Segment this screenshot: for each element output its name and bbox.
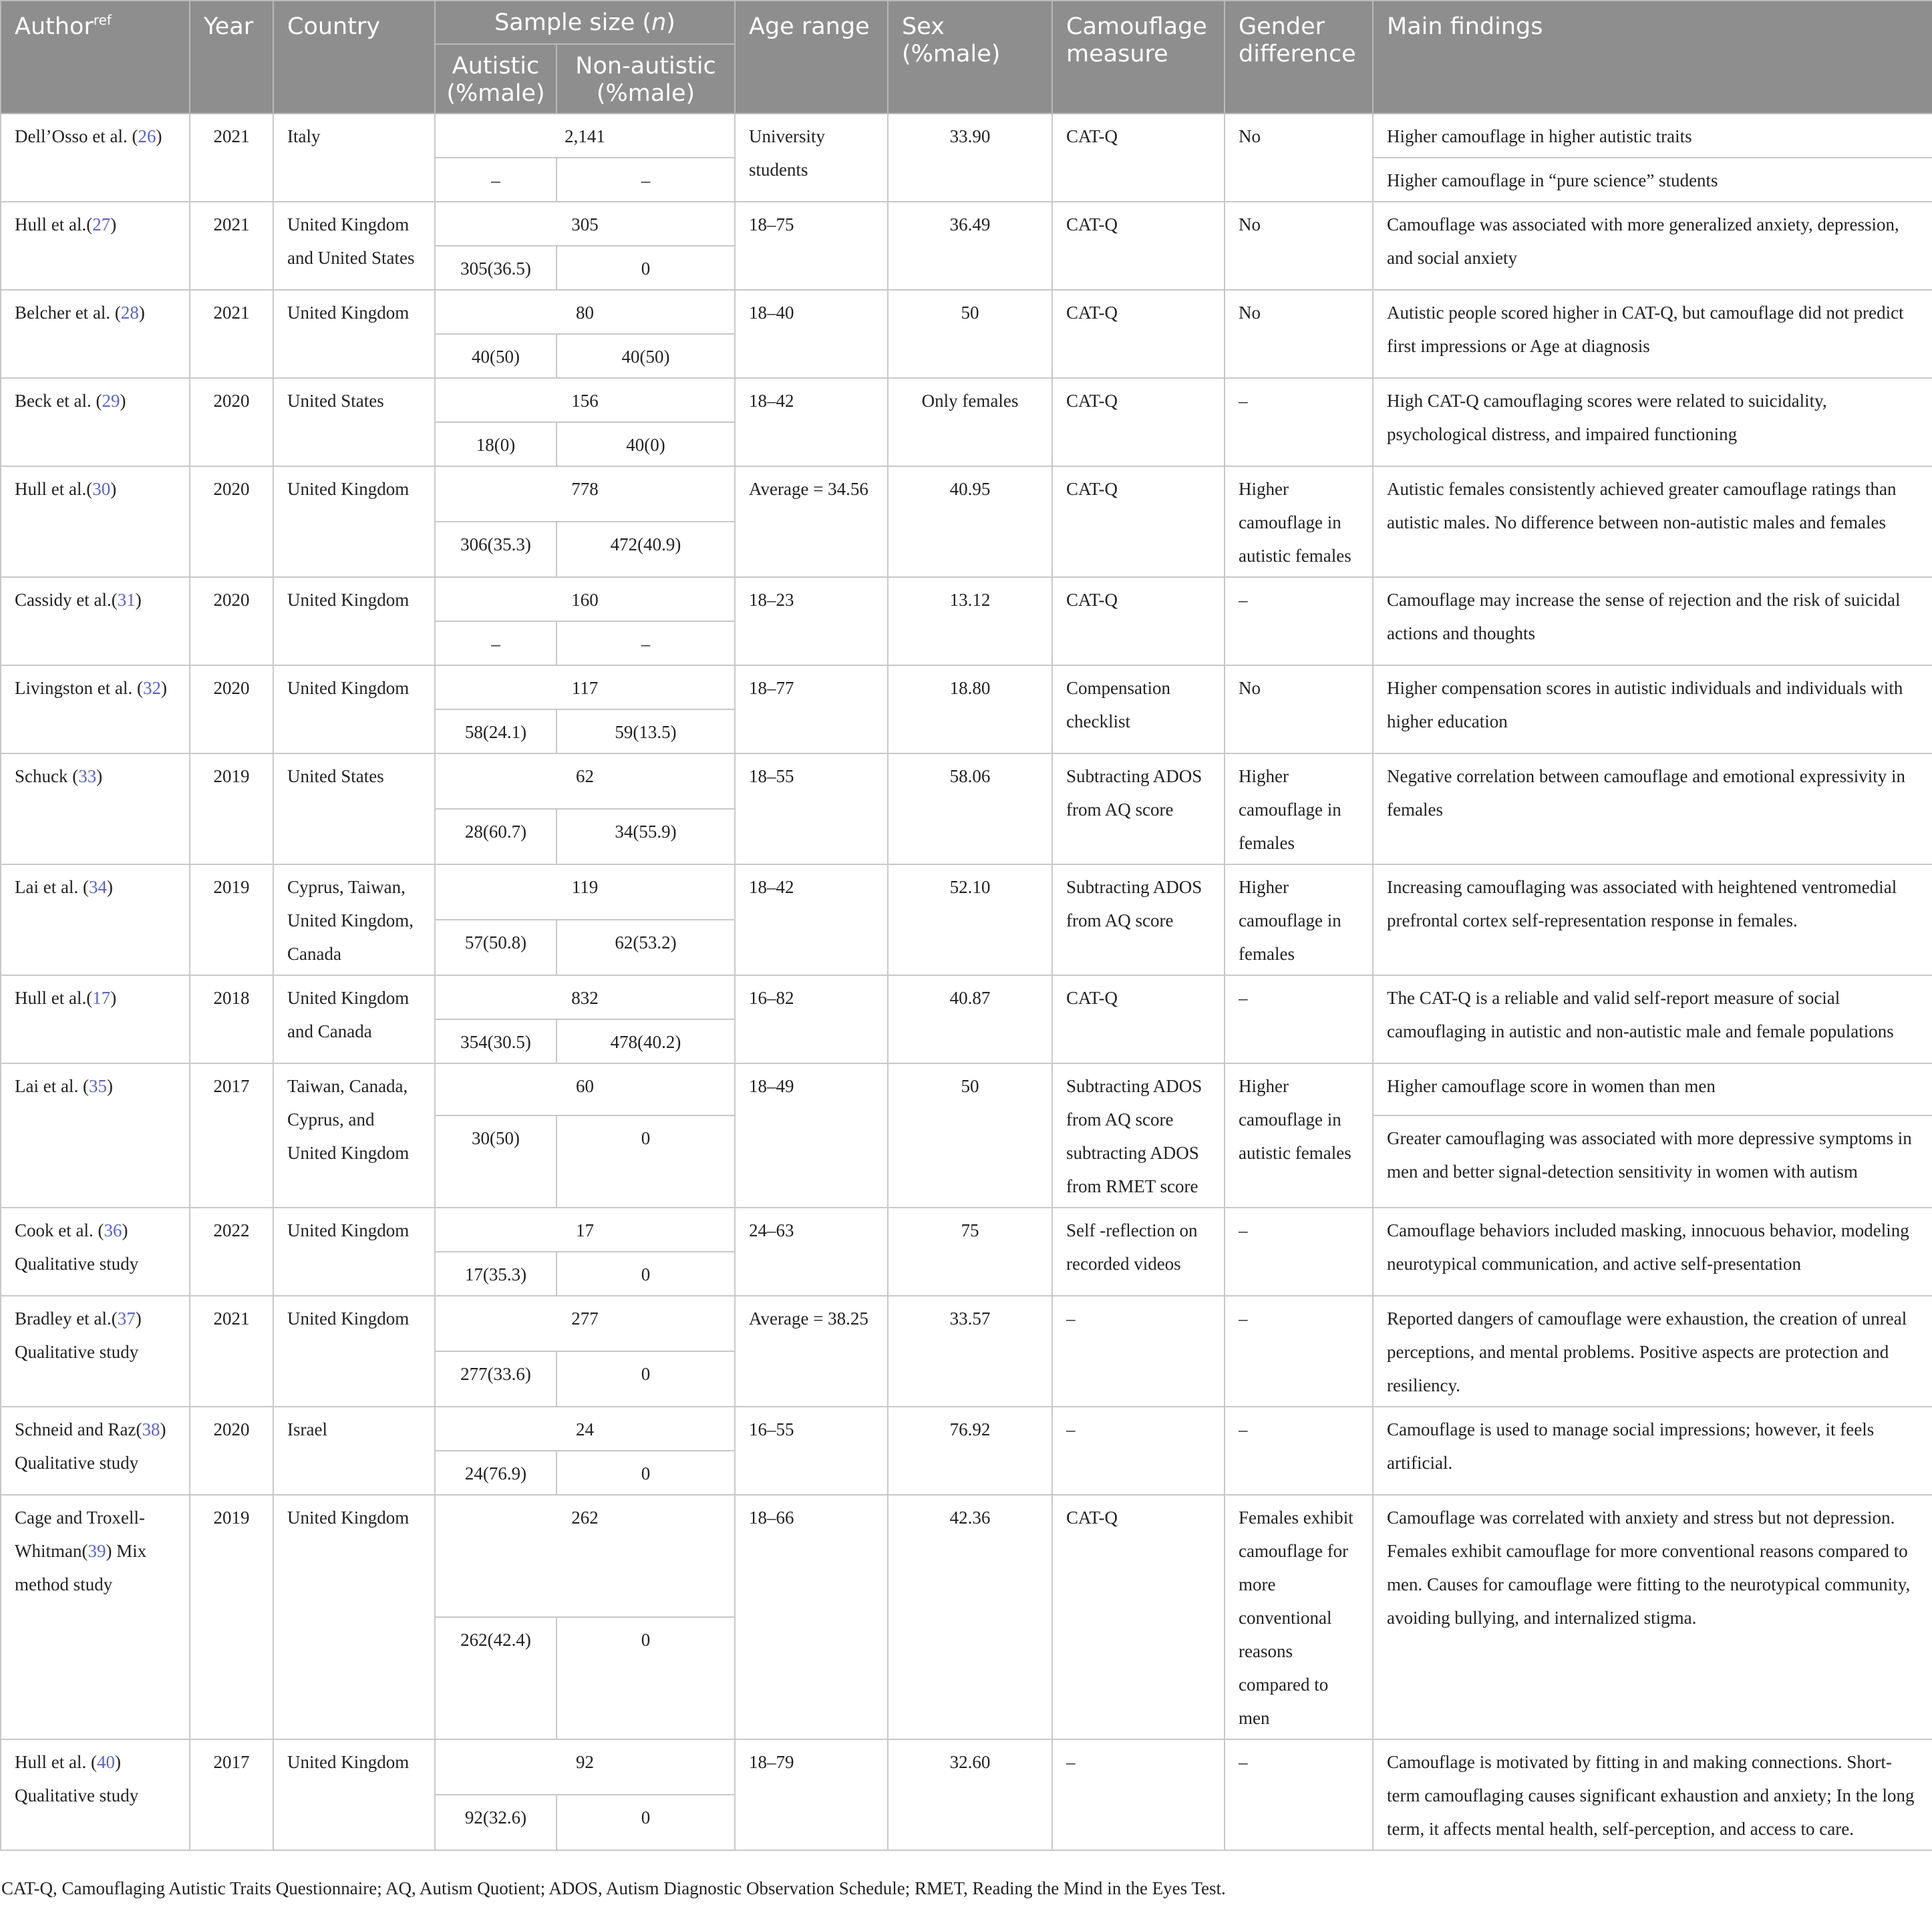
author-tail: ) <box>110 479 117 499</box>
country-cell: United Kingdom <box>273 1208 435 1296</box>
camouflage-measure-cell: CAT-Q <box>1052 114 1225 202</box>
sample-total-cell: 17 <box>435 1208 735 1252</box>
sample-total-cell: 92 <box>435 1739 735 1795</box>
sex-cell: 75 <box>888 1208 1052 1296</box>
country-cell: United Kingdom <box>273 290 435 378</box>
reference-link[interactable]: 17 <box>92 988 111 1008</box>
sex-cell: 36.49 <box>888 202 1052 290</box>
author-cell <box>1 577 190 665</box>
reference-link[interactable]: 38 <box>142 1419 160 1439</box>
table-row <box>1 290 1932 334</box>
author-name: Cook et al. ( <box>15 1220 104 1240</box>
author-name: Hull et al.( <box>15 988 93 1008</box>
table-row <box>1 114 1932 158</box>
author-name: Hull et al.( <box>15 479 93 499</box>
sample-non-autistic-cell: 478(40.2) <box>556 1019 735 1063</box>
gender-difference-cell: Higher camouflage in autistic females <box>1225 1063 1373 1208</box>
camouflage-measure-cell: CAT-Q <box>1052 975 1225 1063</box>
year-cell: 2021 <box>190 202 273 290</box>
sample-autistic-cell: 18(0) <box>435 422 556 466</box>
sample-total-cell: 2,141 <box>435 114 735 158</box>
age-range-cell: University students <box>735 114 888 202</box>
gender-difference-cell: No <box>1225 202 1373 290</box>
main-findings-cell: Camouflage is used to manage social impressions; however, it feels artificial. <box>1373 1407 1932 1495</box>
age-range-cell: 18–42 <box>735 378 888 466</box>
table-footnote: CAT-Q, Camouflaging Autistic Traits Questionnaire; AQ, Autism Quotient; ADOS, Autism Diagnostic Observation Schedule; RMET, Reading the Mind in the Eyes Test. <box>1 1878 1226 1898</box>
age-range-cell: 18–42 <box>735 864 888 975</box>
year-cell: 2019 <box>190 753 273 864</box>
year-cell: 2017 <box>190 1063 273 1208</box>
table-row <box>1 1495 1932 1617</box>
age-range-cell: 18–75 <box>735 202 888 290</box>
sample-total-cell: 832 <box>435 975 735 1019</box>
gender-difference-cell: – <box>1225 1296 1373 1407</box>
age-range-cell: 18–40 <box>735 290 888 378</box>
author-name: Lai et al. ( <box>15 877 89 897</box>
camouflage-measure-cell: Compensation checklist <box>1052 665 1225 753</box>
age-range-cell: 18–66 <box>735 1495 888 1739</box>
table-row <box>1 466 1932 522</box>
sample-non-autistic-cell: 0 <box>556 1451 735 1495</box>
author-cell <box>1 202 190 290</box>
table-header <box>1 1 1932 114</box>
author-cell <box>1 1296 190 1407</box>
year-cell: 2019 <box>190 1495 273 1739</box>
table-body <box>1 114 1932 1850</box>
reference-link[interactable]: 37 <box>117 1309 136 1329</box>
table-row <box>1 1296 1932 1351</box>
age-range-cell: 18–79 <box>735 1739 888 1850</box>
sex-cell: 40.87 <box>888 975 1052 1063</box>
main-findings-cell: Reported dangers of camouflage were exhaustion, the creation of unreal perceptions, and mental problems. Positive aspects are protection and resiliency. <box>1373 1296 1932 1407</box>
sample-total-cell: 80 <box>435 290 735 334</box>
camouflage-measure-cell: – <box>1052 1739 1225 1850</box>
author-cell <box>1 864 190 975</box>
main-findings-cell: Autistic females consistently achieved greater camouflage ratings than autistic males. No difference between non-autistic males and females <box>1373 466 1932 577</box>
sex-cell: 52.10 <box>888 864 1052 975</box>
author-tail: ) Qualitative study <box>15 1419 166 1473</box>
sex-cell: 40.95 <box>888 466 1052 577</box>
age-range-cell: 18–77 <box>735 665 888 753</box>
main-findings-cell: Higher camouflage score in women than men <box>1373 1063 1932 1115</box>
author-name: Bradley et al.( <box>15 1309 118 1329</box>
author-cell <box>1 466 190 577</box>
year-cell: 2021 <box>190 1296 273 1407</box>
country-cell: United Kingdom and United States <box>273 202 435 290</box>
sample-total-cell: 262 <box>435 1495 735 1617</box>
author-cell <box>1 665 190 753</box>
header-age-range: Age range <box>735 1 888 114</box>
author-cell <box>1 1208 190 1296</box>
reference-link[interactable]: 29 <box>102 391 120 411</box>
author-tail: ) <box>138 303 145 323</box>
country-cell: United Kingdom <box>273 1495 435 1739</box>
year-cell: 2019 <box>190 864 273 975</box>
gender-difference-cell: – <box>1225 1208 1373 1296</box>
gender-difference-cell: – <box>1225 1407 1373 1495</box>
gender-difference-cell: – <box>1225 378 1373 466</box>
reference-link[interactable]: 31 <box>117 590 136 610</box>
gender-difference-cell: Females exhibit camouflage for more conventional reasons compared to men <box>1225 1495 1373 1739</box>
country-cell: United Kingdom <box>273 1739 435 1850</box>
author-name: Cassidy et al.( <box>15 590 118 610</box>
main-findings-cell: Higher compensation scores in autistic individuals and individuals with higher education <box>1373 665 1932 753</box>
age-range-cell: 16–55 <box>735 1407 888 1495</box>
main-findings-cell: Camouflage behaviors included masking, innocuous behavior, modeling neurotypical communication, and active self-presentation <box>1373 1208 1932 1296</box>
sample-total-cell: 119 <box>435 864 735 920</box>
reference-link[interactable]: 26 <box>138 126 156 146</box>
main-findings-cell: Higher camouflage in higher autistic traits <box>1373 114 1932 158</box>
camouflage-measure-cell: CAT-Q <box>1052 202 1225 290</box>
author-tail: ) Mix method study <box>15 1541 147 1594</box>
sample-total-cell: 778 <box>435 466 735 522</box>
country-cell: United Kingdom and Canada <box>273 975 435 1063</box>
year-cell: 2017 <box>190 1739 273 1850</box>
sample-non-autistic-cell: 0 <box>556 1617 735 1739</box>
sample-total-cell: 160 <box>435 577 735 621</box>
country-cell: United Kingdom <box>273 466 435 577</box>
sex-cell: 18.80 <box>888 665 1052 753</box>
author-name: Cage and Troxell-Whitman( <box>15 1508 145 1561</box>
author-tail: ) Qualitative study <box>15 1752 139 1805</box>
sample-non-autistic-cell: – <box>556 158 735 202</box>
camouflage-measure-cell: Subtracting ADOS from AQ score <box>1052 753 1225 864</box>
sample-autistic-cell: 354(30.5) <box>435 1019 556 1063</box>
age-range-cell: 16–82 <box>735 975 888 1063</box>
main-findings-cell: Negative correlation between camouflage and emotional expressivity in females <box>1373 753 1932 864</box>
camouflage-measure-cell: Subtracting ADOS from AQ score subtracting ADOS from RMET score <box>1052 1063 1225 1208</box>
table-row <box>1 1739 1932 1795</box>
author-cell <box>1 378 190 466</box>
sample-non-autistic-cell: 40(0) <box>556 422 735 466</box>
main-findings-cell: Greater camouflaging was associated with more depressive symptoms in men and better signal-detection sensitivity in women with autism <box>1373 1115 1932 1208</box>
author-name: Schneid and Raz( <box>15 1419 142 1439</box>
sample-autistic-cell: 57(50.8) <box>435 920 556 975</box>
table-row <box>1 665 1932 709</box>
age-range-cell: 18–55 <box>735 753 888 864</box>
sample-total-cell: 62 <box>435 753 735 809</box>
main-findings-cell: Camouflage may increase the sense of rejection and the risk of suicidal actions and thoughts <box>1373 577 1932 665</box>
sample-total-cell: 277 <box>435 1296 735 1351</box>
header-year: Year <box>190 1 273 114</box>
gender-difference-cell: Higher camouflage in autistic females <box>1225 466 1373 577</box>
age-range-cell: 18–23 <box>735 577 888 665</box>
sex-cell: 32.60 <box>888 1739 1052 1850</box>
author-cell <box>1 1063 190 1208</box>
reference-link[interactable]: 32 <box>142 678 161 698</box>
sex-cell: Only females <box>888 378 1052 466</box>
sex-cell: 50 <box>888 1063 1052 1208</box>
sample-non-autistic-cell: 59(13.5) <box>556 709 735 753</box>
sex-cell: 33.90 <box>888 114 1052 202</box>
author-tail: ) <box>120 391 126 411</box>
author-name: Beck et al. ( <box>15 391 102 411</box>
author-name: Hull et al.( <box>15 214 93 234</box>
sex-cell: 42.36 <box>888 1495 1052 1739</box>
main-findings-cell: Camouflage was associated with more generalized anxiety, depression, and social anxiety <box>1373 202 1932 290</box>
author-tail: ) <box>106 877 113 897</box>
country-cell: Taiwan, Canada, Cyprus, and United Kingdom <box>273 1063 435 1208</box>
country-cell: Italy <box>273 114 435 202</box>
country-cell: Israel <box>273 1407 435 1495</box>
author-name: Dell’Osso et al. ( <box>15 126 138 146</box>
author-cell <box>1 290 190 378</box>
country-cell: United States <box>273 753 435 864</box>
main-findings-cell: Camouflage was correlated with anxiety and stress but not depression. Females exhibit camouflage for more conventional reasons compared to men. Causes for camouflage were fitting to the neurotypical community, avoiding bullying, and internalized stigma. <box>1373 1495 1932 1739</box>
reference-link[interactable]: 39 <box>88 1541 106 1561</box>
author-name: Livingston et al. ( <box>15 678 143 698</box>
sample-total-cell: 156 <box>435 378 735 422</box>
header-country: Country <box>273 1 435 114</box>
country-cell: United Kingdom <box>273 577 435 665</box>
country-cell: United Kingdom <box>273 1296 435 1407</box>
author-tail: ) <box>110 988 117 1008</box>
sample-total-cell: 305 <box>435 202 735 246</box>
sample-non-autistic-cell: 0 <box>556 1115 735 1208</box>
author-cell <box>1 1495 190 1739</box>
sample-autistic-cell: 306(35.3) <box>435 522 556 577</box>
country-cell: United States <box>273 378 435 466</box>
main-findings-cell: The CAT-Q is a reliable and valid self-report measure of social camouflaging in autistic and non-autistic male and female populations <box>1373 975 1932 1063</box>
year-cell: 2020 <box>190 577 273 665</box>
author-tail: ) <box>135 590 142 610</box>
gender-difference-cell: No <box>1225 290 1373 378</box>
header-camouflage-measure: Camouflage measure <box>1052 1 1225 114</box>
sample-non-autistic-cell: 34(55.9) <box>556 809 735 864</box>
reference-link[interactable]: 35 <box>88 1076 107 1096</box>
country-cell: United Kingdom <box>273 665 435 753</box>
main-findings-cell: Camouflage is motivated by fitting in and making connections. Short-term camouflaging causes significant exhaustion and anxiety; In the long term, it affects mental health, self-perception, and access to care. <box>1373 1739 1932 1850</box>
gender-difference-cell: – <box>1225 975 1373 1063</box>
sample-non-autistic-cell: 40(50) <box>556 334 735 378</box>
sample-autistic-cell: 305(36.5) <box>435 246 556 290</box>
camouflage-measure-cell: CAT-Q <box>1052 466 1225 577</box>
header-gender-difference: Gender difference <box>1225 1 1373 114</box>
header-sample-size: Sample size (n) <box>435 1 735 44</box>
year-cell: 2021 <box>190 290 273 378</box>
table-row <box>1 975 1932 1019</box>
camouflage-measure-cell: – <box>1052 1407 1225 1495</box>
reference-link[interactable]: 30 <box>92 479 111 499</box>
sex-cell: 13.12 <box>888 577 1052 665</box>
camouflage-measure-cell: CAT-Q <box>1052 378 1225 466</box>
age-range-cell: Average = 34.56 <box>735 466 888 577</box>
table-row <box>1 1208 1932 1252</box>
author-cell <box>1 114 190 202</box>
table-row <box>1 577 1932 621</box>
gender-difference-cell: – <box>1225 1739 1373 1850</box>
sample-non-autistic-cell: 0 <box>556 1795 735 1850</box>
sample-non-autistic-cell: 472(40.9) <box>556 522 735 577</box>
reference-link[interactable]: 40 <box>96 1752 115 1772</box>
age-range-cell: 18–49 <box>735 1063 888 1208</box>
reference-link[interactable]: 34 <box>88 877 107 897</box>
camouflage-measure-cell: Self -reflection on recorded videos <box>1052 1208 1225 1296</box>
main-findings-cell: Higher camouflage in “pure science” students <box>1373 158 1932 202</box>
sex-cell: 33.57 <box>888 1296 1052 1407</box>
sex-cell: 58.06 <box>888 753 1052 864</box>
sex-cell: 76.92 <box>888 1407 1052 1495</box>
author-tail: ) Qualitative study <box>15 1220 139 1274</box>
gender-difference-cell: No <box>1225 114 1373 202</box>
camouflage-measure-cell: CAT-Q <box>1052 290 1225 378</box>
sample-autistic-cell: 17(35.3) <box>435 1252 556 1296</box>
reference-link[interactable]: 33 <box>78 766 97 786</box>
author-tail: ) <box>156 126 162 146</box>
table-row <box>1 753 1932 809</box>
sex-cell: 50 <box>888 290 1052 378</box>
table-row <box>1 378 1932 422</box>
sample-autistic-cell: 277(33.6) <box>435 1351 556 1407</box>
sample-total-cell: 117 <box>435 665 735 709</box>
author-tail: ) <box>160 678 167 698</box>
header-main-findings: Main findings <box>1373 1 1932 114</box>
sample-non-autistic-cell: 0 <box>556 1252 735 1296</box>
sample-autistic-cell: 262(42.4) <box>435 1617 556 1739</box>
sample-total-cell: 24 <box>435 1407 735 1451</box>
year-cell: 2020 <box>190 1407 273 1495</box>
sample-autistic-cell: – <box>435 621 556 665</box>
camouflage-measure-cell: – <box>1052 1296 1225 1407</box>
year-cell: 2018 <box>190 975 273 1063</box>
header-non-autistic: Non-autistic (%male) <box>556 44 735 114</box>
country-cell: Cyprus, Taiwan, United Kingdom, Canada <box>273 864 435 975</box>
year-cell: 2021 <box>190 114 273 202</box>
author-cell <box>1 1407 190 1495</box>
header-sex: Sex (%male) <box>888 1 1052 114</box>
sample-non-autistic-cell: – <box>556 621 735 665</box>
author-cell <box>1 975 190 1063</box>
reference-link[interactable]: 28 <box>120 303 139 323</box>
sample-autistic-cell: 30(50) <box>435 1115 556 1208</box>
sample-autistic-cell: 24(76.9) <box>435 1451 556 1495</box>
reference-link[interactable]: 36 <box>104 1220 122 1240</box>
year-cell: 2020 <box>190 466 273 577</box>
header-author: Author$^{ref}$ <box>1 1 190 114</box>
sample-autistic-cell: – <box>435 158 556 202</box>
camouflage-measure-cell: Subtracting ADOS from AQ score <box>1052 864 1225 975</box>
reference-link[interactable]: 27 <box>92 214 111 234</box>
table-row <box>1 202 1932 246</box>
sample-autistic-cell: 92(32.6) <box>435 1795 556 1850</box>
author-tail: ) <box>106 1076 113 1096</box>
author-tail: ) <box>96 766 103 786</box>
table-row <box>1 1063 1932 1115</box>
sample-autistic-cell: 58(24.1) <box>435 709 556 753</box>
author-name: Schuck ( <box>15 766 79 786</box>
sample-autistic-cell: 40(50) <box>435 334 556 378</box>
sample-autistic-cell: 28(60.7) <box>435 809 556 864</box>
age-range-cell: Average = 38.25 <box>735 1296 888 1407</box>
sample-non-autistic-cell: 62(53.2) <box>556 920 735 975</box>
camouflage-measure-cell: CAT-Q <box>1052 1495 1225 1739</box>
author-cell <box>1 753 190 864</box>
main-findings-cell: Autistic people scored higher in CAT-Q, but camouflage did not predict first impressions or Age at diagnosis <box>1373 290 1932 378</box>
age-range-cell: 24–63 <box>735 1208 888 1296</box>
author-tail: ) Qualitative study <box>15 1309 142 1362</box>
gender-difference-cell: Higher camouflage in females <box>1225 753 1373 864</box>
author-name: Hull et al. ( <box>15 1752 97 1772</box>
year-cell: 2022 <box>190 1208 273 1296</box>
table-row <box>1 864 1932 920</box>
gender-difference-cell: – <box>1225 577 1373 665</box>
main-findings-cell: High CAT-Q camouflaging scores were related to suicidality, psychological distress, and impaired functioning <box>1373 378 1932 466</box>
table-row <box>1 1407 1932 1451</box>
author-cell <box>1 1739 190 1850</box>
author-tail: ) <box>110 214 117 234</box>
header-autistic: Autistic (%male) <box>435 44 556 114</box>
author-name: Lai et al. ( <box>15 1076 89 1096</box>
author-name: Belcher et al. ( <box>15 303 121 323</box>
main-findings-cell: Increasing camouflaging was associated with heightened ventromedial prefrontal cortex self-representation response in females. <box>1373 864 1932 975</box>
year-cell: 2020 <box>190 378 273 466</box>
sample-non-autistic-cell: 0 <box>556 1351 735 1407</box>
gender-difference-cell: No <box>1225 665 1373 753</box>
camouflage-measure-cell: CAT-Q <box>1052 577 1225 665</box>
sample-total-cell: 60 <box>435 1063 735 1115</box>
gender-difference-cell: Higher camouflage in females <box>1225 864 1373 975</box>
year-cell: 2020 <box>190 665 273 753</box>
sample-non-autistic-cell: 0 <box>556 246 735 290</box>
